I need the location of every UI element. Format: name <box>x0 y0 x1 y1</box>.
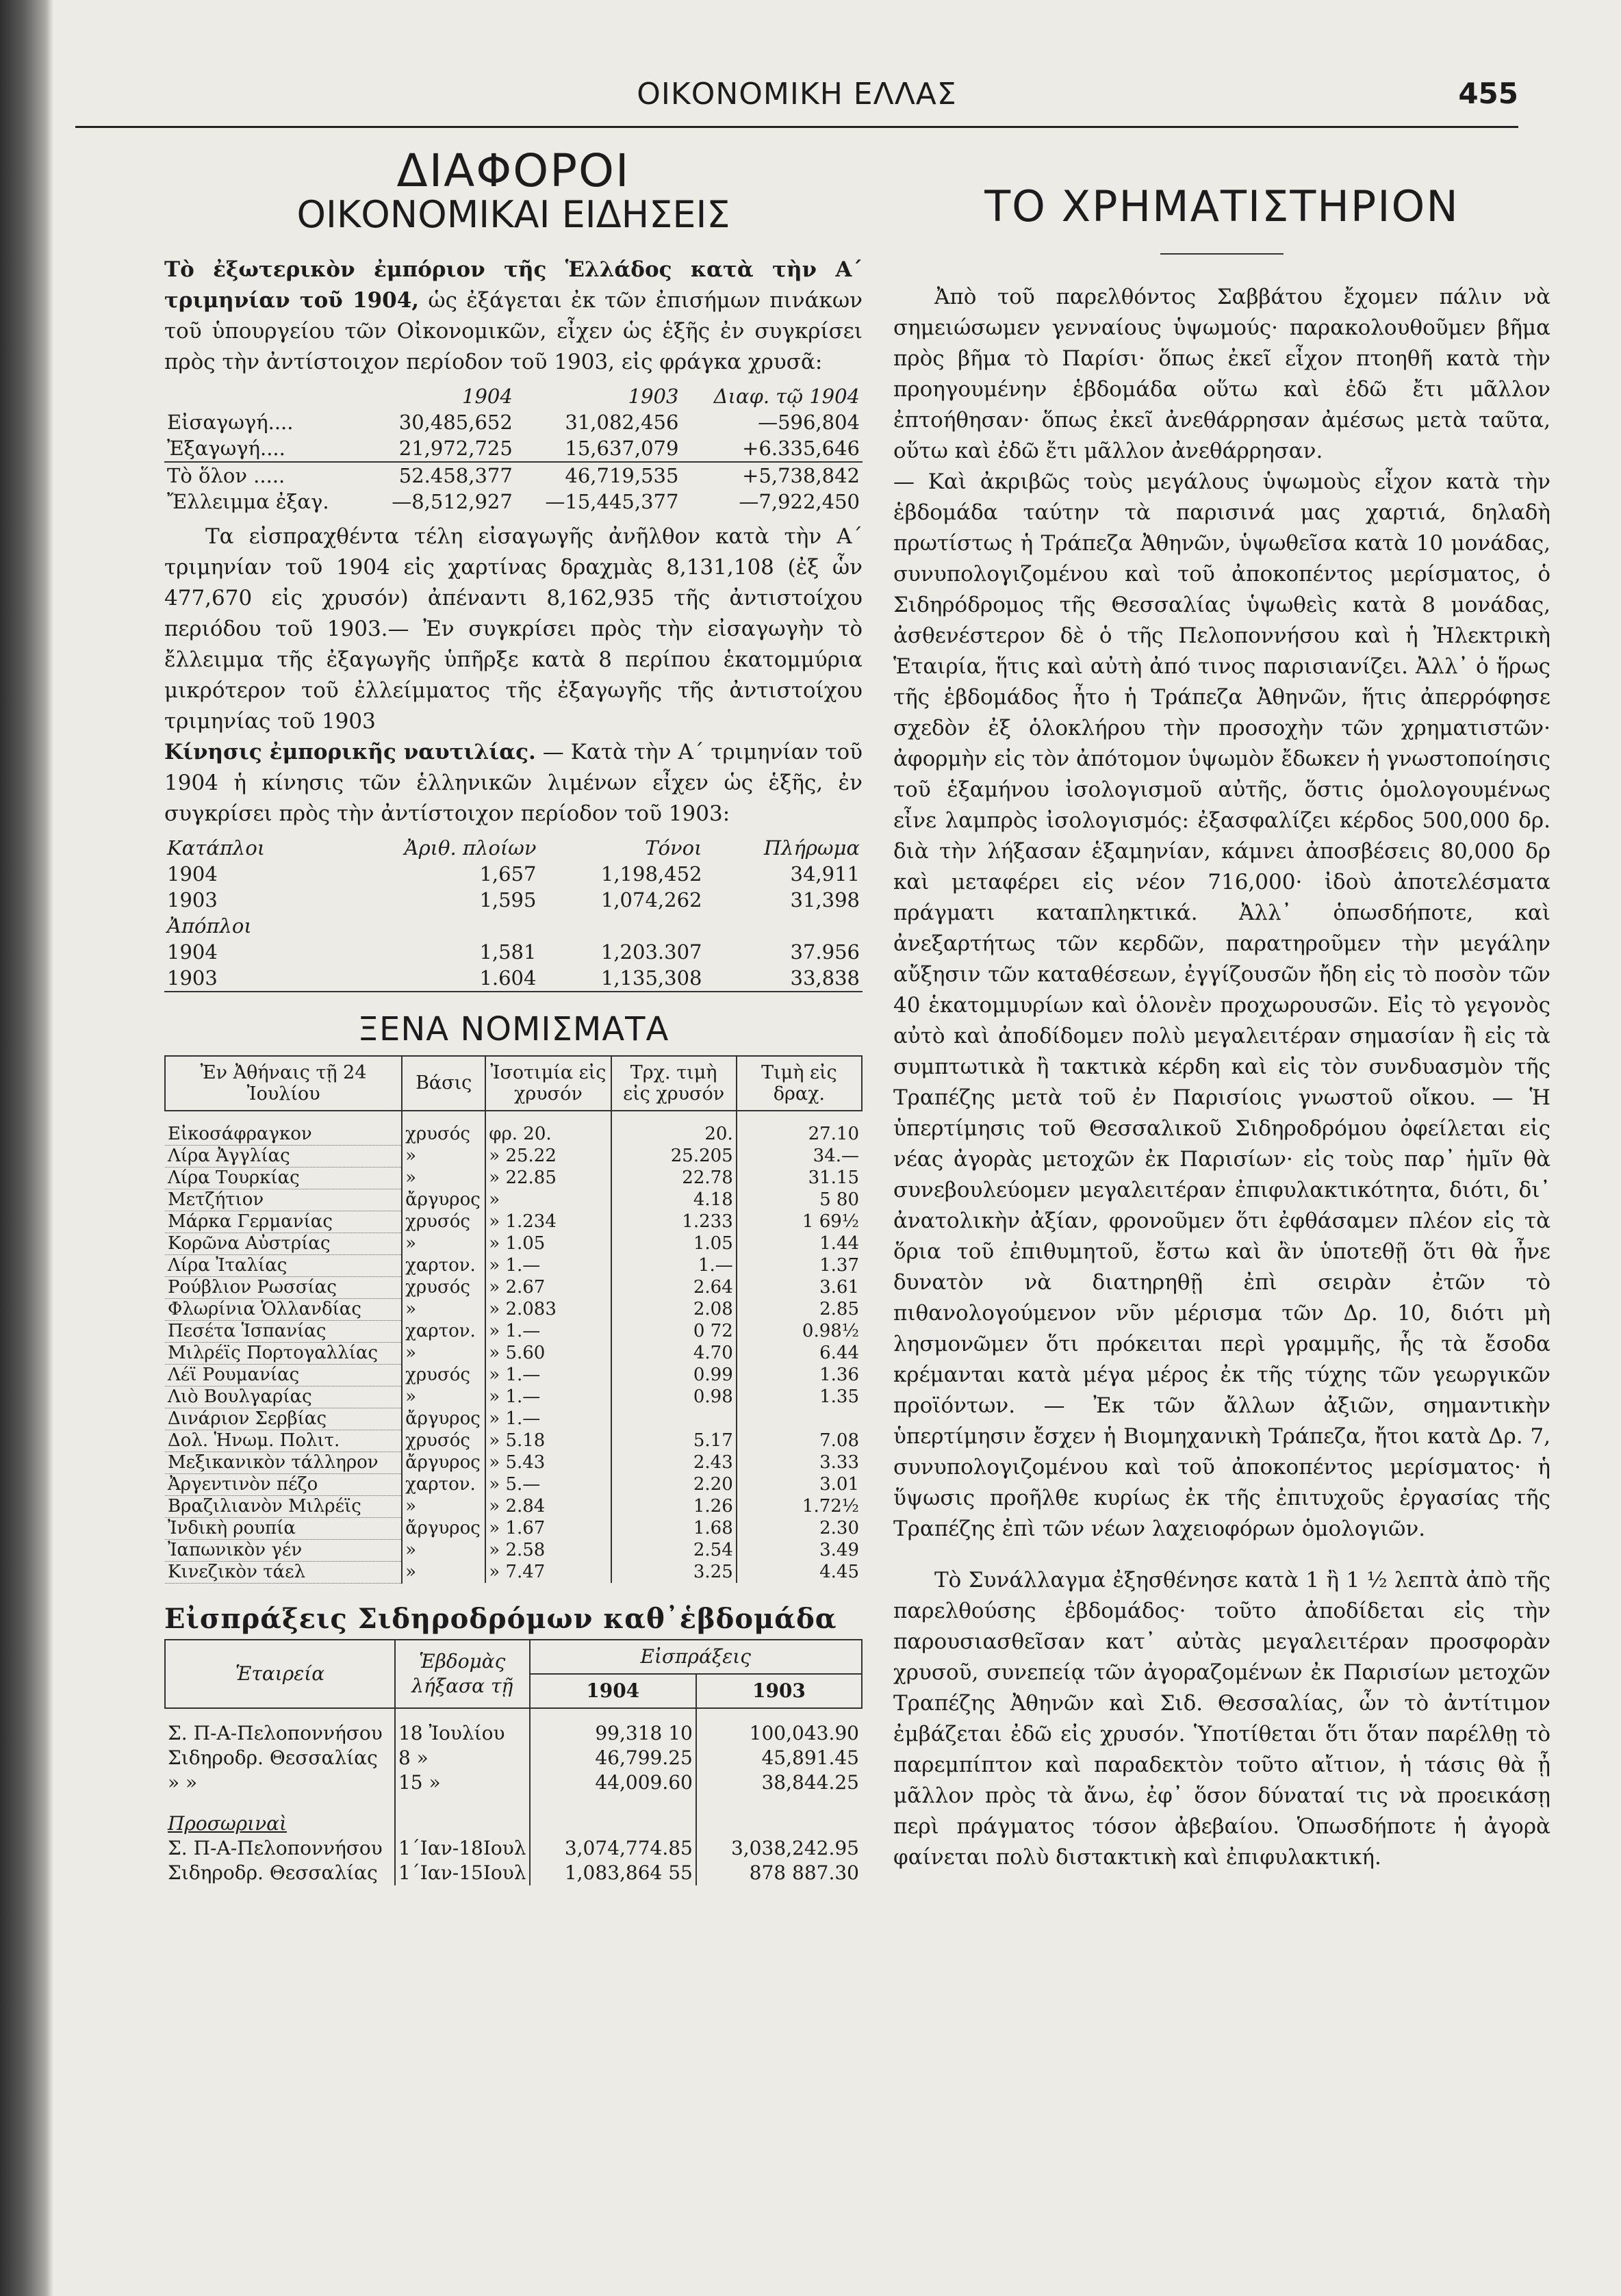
currency-header: Τιμὴ εἰς δραχ. <box>737 1056 862 1111</box>
rail-cell: 3,038,242.95 <box>696 1836 862 1861</box>
shipping-text: — Κατὰ τὴν Α΄ τριμηνίαν τοῦ 1904 ἡ κίνησις τῶν ἑλληνικῶν λιμένων εἶχεν ὡς ἑξῆς, ἐν συγκρίσει πρὸς τὴν ἀντίστοιχον περίοδον τοῦ 1903: <box>164 739 863 826</box>
bourse-paragraph: — Καὶ ἀκριβῶς τοὺς μεγάλους ὑψωμοὺς εἶχον κατὰ τὴν ἑβδομάδα ταύτην τὰ παρισινά μας χαρτιά, δηλαδὴ πρωτίστως ἡ Τράπεζα Ἀθηνῶν, ὑψωθεῖσα κατὰ 10 μονάδας, συνυπολογιζομένου καὶ τοῦ ἀποκοπέντος μερίσματος, ὁ Σιδηρόδρομος τῆς Θεσσαλίας ὑψωθεὶς κατὰ 8 μονάδας, ἀσθενέστερον δὲ ὁ τῆς Πελοποννήσου καὶ ἡ Ἠλεκτρικὴ Ἑταιρία, ἥτις καὶ αὐτὴ ἀπό τινος παρισιανίζει. Ἀλλ᾽ ὁ ἥρως τῆς ἑβδομάδος ἦτο ἡ Τράπεζα Ἀθηνῶν, ἥτις ἀπερρόφησε σχεδὸν ἐξ ὁλοκλήρου τὴν προσοχὴν τῶν χρηματιστῶν· ἀφορμὴν εἰς τὸν ἀπότομον ὑψωμὸν ἔδωκεν ἡ γνωστοποίησις τοῦ ἑξαμήνου ἰσολογισμοῦ αὐτῆς, ὅστις ὁμολογουμένως εἶνε λαμπρὸς ἰσολογισμός: ἐξασφαλίζει κέρδος 500,000 δρ. διὰ τὴν λήξασαν ἑξαμηνίαν, κάμνει ἀποσβέσεις 80,000 δρ καὶ μεταφέρει εἰς νέον 716,000· ἰδοὺ ἀποτελέσματα πράγματι καταπληκτικά. Ἀλλ᾽ ὁπωσδήποτε, καὶ ἀνεξαρτήτως τῶν κερδῶν, παρατηροῦμεν τὴν μεγάλην αὔξησιν τῶν καταθέσεων, ἐγγίζουσῶν ἤδη εἰς τὸ ποσὸν τῶν 40 ἑκατομμυρίων καὶ ὁλονὲν προχωρουσῶν. Εἰς τὸ γεγονὸς αὐτὸ καὶ ἀποδίδομεν πολὺ μεγαλειτέραν σημασίαν ἢ εἰς τὰ συμπτωτικὰ ἢ τακτικὰ κέρδη καὶ εἰς τὸν συνδυασμὸν τῆς Τραπέζης μετὰ τοῦ ἐν Παρισίοις γνωστοῦ οἴκου. — Ἡ ὑπερτίμησις τοῦ Θεσσαλικοῦ Σιδηροδρόμου ὀφείλεται εἰς νέας ἀγορὰς μετοχῶν ἐκ Παρισίων· εἰς τοὺς παρ᾽ ἡμῖν θὰ συνεβουλεύομεν μεγαλειτέραν ἐπιφυλακτικότητα, διότι, δι᾽ ἀνατολικὴν ἀξίαν, φρονοῦμεν ὅτι ἐφθάσαμεν πλέον εἰς τὰ ὅρια τοῦ ἐπιθυμητοῦ, ἔστω καὶ ἂν ὑποτεθῇ ὅτι θὰ ἦνε δυνατὸν νὰ διατηρηθῇ ἐπὶ σειρὰν ἐτῶν τὸ πιθανολογούμενον νῦν μέρισμα τῶν Δρ. 10, διότι μὴ λησμονῶμεν ὅτι πρόκειται περὶ γραμμῆς, ἧς τὰ ἔσοδα κρέμανται κατὰ μέγα μέρος ἐκ τῆς τύχης τῶν γεωργικῶν προϊόντων. — Ἐκ τῶν ἄλλων ἀξιῶν, σημαντικὴν ὑπερτίμησιν ἔσχεν ἡ Βιομηχανικὴ Τράπεζα, ἤτοι κατὰ Δρ. 7, συνυπολογιζομένου καὶ τοῦ ἀποκοπέντος μερίσματος· ἡ ὕψωσις προῆλθε κυρίως ἐκ τῆς ἐπιτυχοῦς ἐργασίας τῆς Τραπέζης ἐπὶ τῶν νέων λαχειοφόρων ὁμολογιῶν. <box>893 469 1550 1541</box>
currency-row <box>165 1364 862 1386</box>
currency-header: Τρχ. τιμὴ εἰς χρυσόν <box>611 1056 737 1111</box>
bourse-paragraph: Ἀπὸ τοῦ παρελθόντος Σαββάτου ἔχομεν πάλιν νὰ σημειώσωμεν γενναίους ὑψωμούς· παρακολουθοῦμεν βῆμα πρὸς βῆμα τὸ Παρίσι· ὅπως ἐκεῖ εἶχον πτοηθῆ κατὰ τὴν προηγουμένην ἑβδομάδα οὕτω καὶ ἐδῶ ἔτι μᾶλλον ἐπτοήθησαν· ὅπως ἐκεῖ ἀνεθάρρησαν ἀμέσως μετὰ ταῦτα, οὕτω καὶ ἐδῶ ἔτι μᾶλλον ἀνεθάρρησαν. <box>893 285 1550 463</box>
currency-header: Ἰσοτιμία εἰς χρυσόν <box>485 1056 611 1111</box>
rail-cell: 99,318 10 <box>530 1721 696 1746</box>
currency-row <box>165 1211 862 1233</box>
rail-header: Εἰσπράξεις <box>530 1640 862 1674</box>
shipping-cell: 1,198,452 <box>600 862 702 886</box>
trade-cell: 46,719,535 <box>565 463 679 487</box>
currency-cell: Μετζήτιον <box>165 1189 402 1211</box>
trade-cell: 21,972,725 <box>364 435 515 462</box>
currency-cell: Ἰαπωνικὸν γέν <box>165 1539 402 1561</box>
currency-cell: » <box>402 1561 485 1583</box>
rail-row <box>165 1721 862 1746</box>
currency-row <box>165 1145 862 1167</box>
trade-cell: 30,485,652 <box>398 410 513 434</box>
currency-cell: 34.— <box>737 1145 862 1167</box>
currency-cell: ἄργυρος <box>402 1189 485 1211</box>
currency-cell: » <box>402 1167 485 1189</box>
shipping-cell: 1,657 <box>479 862 537 886</box>
rail-header: Ἑβδομὰς λήξασα τῇ <box>395 1640 530 1708</box>
currency-cell: 20. <box>611 1124 737 1146</box>
rail-cell: 878 887.30 <box>696 1861 862 1885</box>
currency-row <box>165 1539 862 1561</box>
rail-row <box>165 1770 862 1795</box>
currency-cell: Δολ. Ἡνωμ. Πολιτ. <box>165 1430 402 1452</box>
currency-cell: χαρτον. <box>402 1254 485 1276</box>
currency-cell: χρυσός <box>402 1276 485 1298</box>
rail-cell: 18 Ἰουλίου <box>395 1721 530 1746</box>
shipping-header: Τόνοι <box>645 836 702 860</box>
currency-cell: » 5.43 <box>485 1452 611 1473</box>
shipping-cell: 1,581 <box>479 940 537 964</box>
currency-cell: Λίρα Ἀγγλίας <box>165 1145 402 1167</box>
currency-row <box>165 1386 862 1408</box>
trade-cell: —596,804 <box>758 410 860 434</box>
trade-row <box>164 462 863 489</box>
rail-cell: 38,844.25 <box>696 1770 862 1795</box>
currency-cell: Κινεζικὸν τάελ <box>165 1561 402 1583</box>
currency-cell: Λιὸ Βουλγαρίας <box>165 1386 402 1408</box>
currency-cell: Κορῶνα Αὐστρίας <box>165 1233 402 1254</box>
currency-cell: » 2.84 <box>485 1495 611 1517</box>
section-subheading: ΟΙΚΟΝΟΜΙΚΑΙ ΕΙΔΗΣΕΙΣ <box>296 193 730 237</box>
currency-cell: 27.10 <box>737 1124 862 1146</box>
currency-row <box>165 1233 862 1254</box>
currency-cell: » 5.— <box>485 1473 611 1495</box>
trade-row <box>164 435 863 462</box>
currency-cell <box>611 1408 737 1430</box>
currency-cell: 25.205 <box>611 1145 737 1167</box>
currency-cell: » 5.18 <box>485 1430 611 1452</box>
currency-row <box>165 1561 862 1583</box>
currency-cell: 2.43 <box>611 1452 737 1473</box>
rail-cell: 45,891.45 <box>696 1746 862 1770</box>
currency-row <box>165 1320 862 1342</box>
currency-cell: Ἀργεντινὸν πέζο <box>165 1473 402 1495</box>
rail-cell: 3,074,774.85 <box>530 1836 696 1861</box>
currency-cell: 0.98 <box>611 1386 737 1408</box>
trade-header: 1903 <box>628 384 679 408</box>
currency-cell: χρυσός <box>402 1364 485 1386</box>
currency-cell: » 1.— <box>485 1320 611 1342</box>
currency-cell: Ἰνδικὴ ρουπία <box>165 1517 402 1539</box>
currency-cell: » 2.58 <box>485 1539 611 1561</box>
shipping-cell: 33,838 <box>704 965 863 992</box>
trade-paragraph <box>164 255 863 378</box>
currency-cell: 3.01 <box>737 1473 862 1495</box>
trade-row <box>164 489 863 515</box>
currency-cell: Μιλρέϊς Πορτογαλλίας <box>165 1342 402 1364</box>
journal-title: ΟΙΚΟΝΟΜΙΚΗ ΕΛΛΑΣ <box>637 77 957 112</box>
currency-cell: 0.99 <box>611 1364 737 1386</box>
currency-cell: 2.64 <box>611 1276 737 1298</box>
trade-cell: Εἰσαγωγή.... <box>167 410 294 434</box>
shipping-cell: 1904 <box>167 940 218 964</box>
trade-cell: +6.335,646 <box>681 435 863 462</box>
currency-cell: 4.45 <box>737 1561 862 1583</box>
currency-row <box>165 1430 862 1452</box>
currency-cell: » <box>402 1145 485 1167</box>
rail-cell: 15 » <box>395 1770 530 1795</box>
currency-header: Ἐν Ἀθήναις τῇ 24 Ἰουλίου <box>165 1056 402 1111</box>
currency-cell: 1.36 <box>737 1364 862 1386</box>
shipping-header: Κατάπλοι <box>167 836 266 860</box>
rail-header: 1904 <box>530 1674 696 1708</box>
currency-row <box>165 1517 862 1539</box>
currency-cell: 1.26 <box>611 1495 737 1517</box>
currency-cell: » 2.67 <box>485 1276 611 1298</box>
currency-header: Βάσις <box>402 1056 485 1111</box>
currency-cell: 31.15 <box>737 1167 862 1189</box>
trade-cell: Ἐξαγωγή.... <box>164 435 364 462</box>
shipping-cell: 1,595 <box>479 888 537 912</box>
rail-row <box>165 1811 862 1836</box>
rail-row <box>165 1836 862 1861</box>
shipping-row <box>164 913 863 939</box>
currency-row <box>165 1495 862 1517</box>
bourse-heading: ΤΟ ΧΡΗΜΑΤΙΣΤΗΡΙΟΝ <box>984 181 1459 231</box>
currency-cell: 4.18 <box>611 1189 737 1211</box>
currency-cell: » <box>402 1233 485 1254</box>
currency-cell: χρυσός <box>402 1211 485 1233</box>
rail-header: 1903 <box>696 1674 862 1708</box>
currency-row <box>165 1167 862 1189</box>
currency-row <box>165 1189 862 1211</box>
rail-header: Ἑταιρεία <box>165 1640 395 1708</box>
exchange-paragraph: Τὸ Συνάλλαγμα ἐξησθένησε κατὰ 1 ἢ 1 ½ λεπτὰ ἀπὸ τῆς παρελθούσης ἑβδομάδος· τοῦτο ἀποδίδεται εἰς τὴν παρουσιασθεῖσαν κατ᾽ αὐτὰς μεγαλειτέραν προσφορὰν χρυσοῦ, συνεπείᾳ τῶν ἀγοραζομένων ἐκ Παρισίων μετοχῶν Τραπέζης Ἀθηνῶν καὶ Σιδ. Θεσσαλίας, ὧν τὸ ἀντίτιμον ἐμβάζεται ἐδῶ εἰς χρυσόν. Ὑποτίθεται ὅτι ὅταν παρέλθῃ τὸ παρεμπίπτον καὶ παραδεκτὸν τοῦτο αἴτιον, ἡ τάσις θὰ ᾖ μᾶλλον πρὸς τὰ ἄνω, ἐφ᾽ ὅσον δύναταί τις νὰ προεικάσῃ περὶ πράγματος τόσον ἀβεβαίου. Ὁπωσδήποτε ἡ ἀγορὰ φαίνεται πολὺ διστακτικὴ καὶ ἐπιφυλακτική. <box>893 1568 1550 1870</box>
shipping-cell: 1904 <box>167 862 218 886</box>
currency-cell: Ρούβλιον Ρωσσίας <box>165 1276 402 1298</box>
trade-cell: —8,512,927 <box>392 489 513 513</box>
heading-rule <box>1160 253 1284 255</box>
shipping-row <box>164 939 863 965</box>
trade-cell: 52.458,377 <box>398 463 513 487</box>
shipping-cell: 31,398 <box>790 888 860 912</box>
rail-title: Εἰσπράξεις Σιδηροδρόμων καθ᾽ἑβδομάδα <box>164 1602 837 1635</box>
currency-cell: » 1.— <box>485 1254 611 1276</box>
shipping-cell: 1.604 <box>325 965 539 992</box>
currency-cell: » 25.22 <box>485 1145 611 1167</box>
currency-cell: Πεσέτα Ἱσπανίας <box>165 1320 402 1342</box>
currency-cell: 2.08 <box>611 1298 737 1320</box>
trade-cell: —15,445,377 <box>545 489 679 513</box>
currency-cell: 2.20 <box>611 1473 737 1495</box>
trade-cell: +5,738,842 <box>742 463 860 487</box>
rail-cell: 8 » <box>395 1746 530 1770</box>
currency-cell: 1.05 <box>611 1233 737 1254</box>
currency-cell: 7.08 <box>737 1430 862 1452</box>
currency-cell: » 1.234 <box>485 1211 611 1233</box>
currency-cell: » 1.— <box>485 1364 611 1386</box>
currency-cell: χαρτον. <box>402 1320 485 1342</box>
trade-cell: 15,637,079 <box>515 435 682 462</box>
currency-row <box>165 1342 862 1364</box>
currency-cell: » <box>402 1298 485 1320</box>
shipping-row <box>164 965 863 992</box>
header-rule <box>75 126 1518 128</box>
currency-cell: 1.— <box>611 1254 737 1276</box>
binding-shadow <box>0 0 53 2296</box>
currency-cell: Μεξικανικὸν τάλληρον <box>165 1452 402 1473</box>
currency-cell: » <box>402 1386 485 1408</box>
currency-cell: 2.30 <box>737 1517 862 1539</box>
trade-cell: 31,082,456 <box>565 410 679 434</box>
rail-cell: 46,799.25 <box>530 1746 696 1770</box>
rail-cell: Σ. Π-Α-Πελοποννήσου <box>168 1836 383 1859</box>
currency-row <box>165 1124 862 1146</box>
currency-cell: Λίρα Τουρκίας <box>165 1167 402 1189</box>
currency-table <box>164 1055 863 1584</box>
currency-cell: χαρτον. <box>402 1473 485 1495</box>
rail-row <box>165 1861 862 1885</box>
currency-cell: » 1.— <box>485 1408 611 1430</box>
currency-cell: 1.72½ <box>737 1495 862 1517</box>
currency-cell: Λέϊ Ρουμανίας <box>165 1364 402 1386</box>
currency-cell: 0 72 <box>611 1320 737 1342</box>
rail-provisional-label: Προσωριναὶ <box>168 1811 288 1835</box>
currency-cell: » 1.05 <box>485 1233 611 1254</box>
shipping-paragraph <box>164 737 863 829</box>
rail-cell: Σιδηροδρ. Θεσσαλίας <box>168 1746 378 1769</box>
currency-cell: 0.98½ <box>737 1320 862 1342</box>
rail-cell: » » <box>168 1770 198 1794</box>
currency-cell: 1.44 <box>737 1233 862 1254</box>
currency-cell: ἄργυρος <box>402 1517 485 1539</box>
currency-cell: 1 69½ <box>737 1211 862 1233</box>
page-number: 455 <box>1458 77 1518 110</box>
shipping-cell: Ἀπόπλοι <box>167 914 252 938</box>
running-head <box>75 68 1518 137</box>
trade-row <box>164 409 863 435</box>
trade-cell: Ἔλλειμμα ἐξαγ. <box>167 489 329 513</box>
rail-cell: 1΄Ιαν-15Ιουλ <box>395 1861 530 1885</box>
currency-cell: 6.44 <box>737 1342 862 1364</box>
currency-cell: χρυσός <box>402 1124 485 1146</box>
shipping-cell: 1903 <box>167 888 218 912</box>
shipping-header: Πλήρωμα <box>763 836 860 860</box>
currency-cell: » 1.67 <box>485 1517 611 1539</box>
currency-cell: 3.33 <box>737 1452 862 1473</box>
currency-cell: 5.17 <box>611 1430 737 1452</box>
currency-cell: φρ. 20. <box>485 1124 611 1146</box>
currency-title: ΞΕΝΑ ΝΟΜΙΣΜΑΤΑ <box>357 1009 669 1048</box>
rail-cell: 1΄Ιαν-18Ιουλ <box>395 1836 530 1861</box>
trade-title: Τὸ ἐξωτερικὸν ἐμπόριον τῆς Ἑλλάδος κατὰ τὴν Α΄ τριμηνίαν τοῦ 1904, <box>164 257 863 313</box>
shipping-table <box>164 835 863 992</box>
rail-cell: 44,009.60 <box>530 1770 696 1795</box>
trade-header: Διαφ. τῷ 1904 <box>713 384 860 408</box>
currency-cell: » 7.47 <box>485 1561 611 1583</box>
rail-row <box>165 1746 862 1770</box>
trade-table <box>164 383 863 515</box>
currency-cell: Βραζιλιανὸν Μιλρέϊς <box>165 1495 402 1517</box>
shipping-row <box>164 861 863 887</box>
currency-cell: 1.233 <box>611 1211 737 1233</box>
currency-cell: Εἰκοσάφραγκον <box>165 1124 402 1146</box>
currency-cell: 3.61 <box>737 1276 862 1298</box>
trade-cell: Τὸ ὅλον ..... <box>167 463 285 487</box>
currency-cell: 1.68 <box>611 1517 737 1539</box>
currency-cell: Δινάριον Σερβίας <box>165 1408 402 1430</box>
currency-cell: » 2.083 <box>485 1298 611 1320</box>
shipping-cell: 1,203.307 <box>600 940 702 964</box>
trade-header: 1904 <box>462 384 513 408</box>
currency-cell: » <box>485 1189 611 1211</box>
currency-cell: 1.35 <box>737 1386 862 1408</box>
currency-cell: 22.78 <box>611 1167 737 1189</box>
currency-cell: 3.25 <box>611 1561 737 1583</box>
currency-cell: Μάρκα Γερμανίας <box>165 1211 402 1233</box>
currency-cell <box>737 1408 862 1430</box>
shipping-cell: 37.956 <box>790 940 860 964</box>
currency-cell: 2.54 <box>611 1539 737 1561</box>
rail-cell: 100,043.90 <box>696 1721 862 1746</box>
shipping-row <box>164 887 863 913</box>
currency-cell: » 22.85 <box>485 1167 611 1189</box>
currency-cell: » 5.60 <box>485 1342 611 1364</box>
currency-row <box>165 1298 862 1320</box>
currency-row <box>165 1452 862 1473</box>
section-heading: ΔΙΑΦΟΡΟΙ <box>396 144 630 197</box>
currency-cell: » <box>402 1342 485 1364</box>
trade-text: Τα εἰσπραχθέντα τέλη εἰσαγωγῆς ἀνῆλθον κατὰ τὴν Α΄ τριμηνίαν τοῦ 1904 εἰς χαρτίνας δραχμὰς 8,131,108 (ἐξ ὧν 477,670 εἰς χρυσόν) ἀπέναντι 8,162,935 τῆς ἀντιστοίχου περιόδου τοῦ 1903.— Ἐν συγκρίσει πρὸς τὴν εἰσαγωγὴν τὸ ἔλλειμμα τῆς ἐξαγωγῆς ὑπῆρξε κατὰ 8 περίπου ἑκατομμύρια μικρότερον τοῦ ἐλλείμματος τῆς ἐξαγωγῆς τῆς ἀντιστοίχου τριμηνίας τοῦ 1903 <box>164 524 863 734</box>
left-column <box>164 144 863 1885</box>
shipping-title: Κίνησις ἐμπορικῆς ναυτιλίας. <box>164 739 536 764</box>
currency-cell: χρυσός <box>402 1430 485 1452</box>
shipping-cell: 1903 <box>164 965 325 992</box>
currency-cell: Φλωρίνια Ὁλλανδίας <box>165 1298 402 1320</box>
shipping-cell: 1,074,262 <box>600 888 702 912</box>
rail-cell: Σ. Π-Α-Πελοποννήσου <box>168 1721 383 1744</box>
currency-cell: » 1.— <box>485 1386 611 1408</box>
rail-table <box>164 1639 863 1885</box>
currency-row <box>165 1276 862 1298</box>
rail-cell: Σιδηροδρ. Θεσσαλίας <box>168 1861 378 1884</box>
currency-cell: 5 80 <box>737 1189 862 1211</box>
currency-cell: ἄργυρος <box>402 1452 485 1473</box>
currency-cell: 2.85 <box>737 1298 862 1320</box>
currency-cell: 4.70 <box>611 1342 737 1364</box>
trade-cell: —7,922,450 <box>739 489 860 513</box>
currency-cell: Λίρα Ἰταλίας <box>165 1254 402 1276</box>
shipping-cell: 1,135,308 <box>539 965 704 992</box>
currency-cell: 3.49 <box>737 1539 862 1561</box>
currency-cell: ἄργυρος <box>402 1408 485 1430</box>
currency-row <box>165 1473 862 1495</box>
currency-body <box>165 1111 862 1584</box>
shipping-cell: 34,911 <box>790 862 860 886</box>
shipping-header: Ἀριθ. πλοίων <box>404 836 537 860</box>
currency-cell: » <box>402 1495 485 1517</box>
trade-intro: ὡς ἐξάγεται ἐκ τῶν ἐπισήμων πινάκων τοῦ ὑπουργείου τῶν Οἰκονομικῶν, εἶχεν ὡς ἑξῆς ἐν συγκρίσει πρὸς τὴν ἀντίστοιχον περίοδον τοῦ 1903, εἰς φράγκα χρυσᾶ: <box>164 287 863 374</box>
currency-cell: 1.37 <box>737 1254 862 1276</box>
trade-header <box>164 383 364 409</box>
currency-row <box>165 1408 862 1430</box>
rail-cell: 1,083,864 55 <box>530 1861 696 1885</box>
currency-cell: » <box>402 1539 485 1561</box>
right-column <box>893 147 1550 1873</box>
currency-row <box>165 1254 862 1276</box>
